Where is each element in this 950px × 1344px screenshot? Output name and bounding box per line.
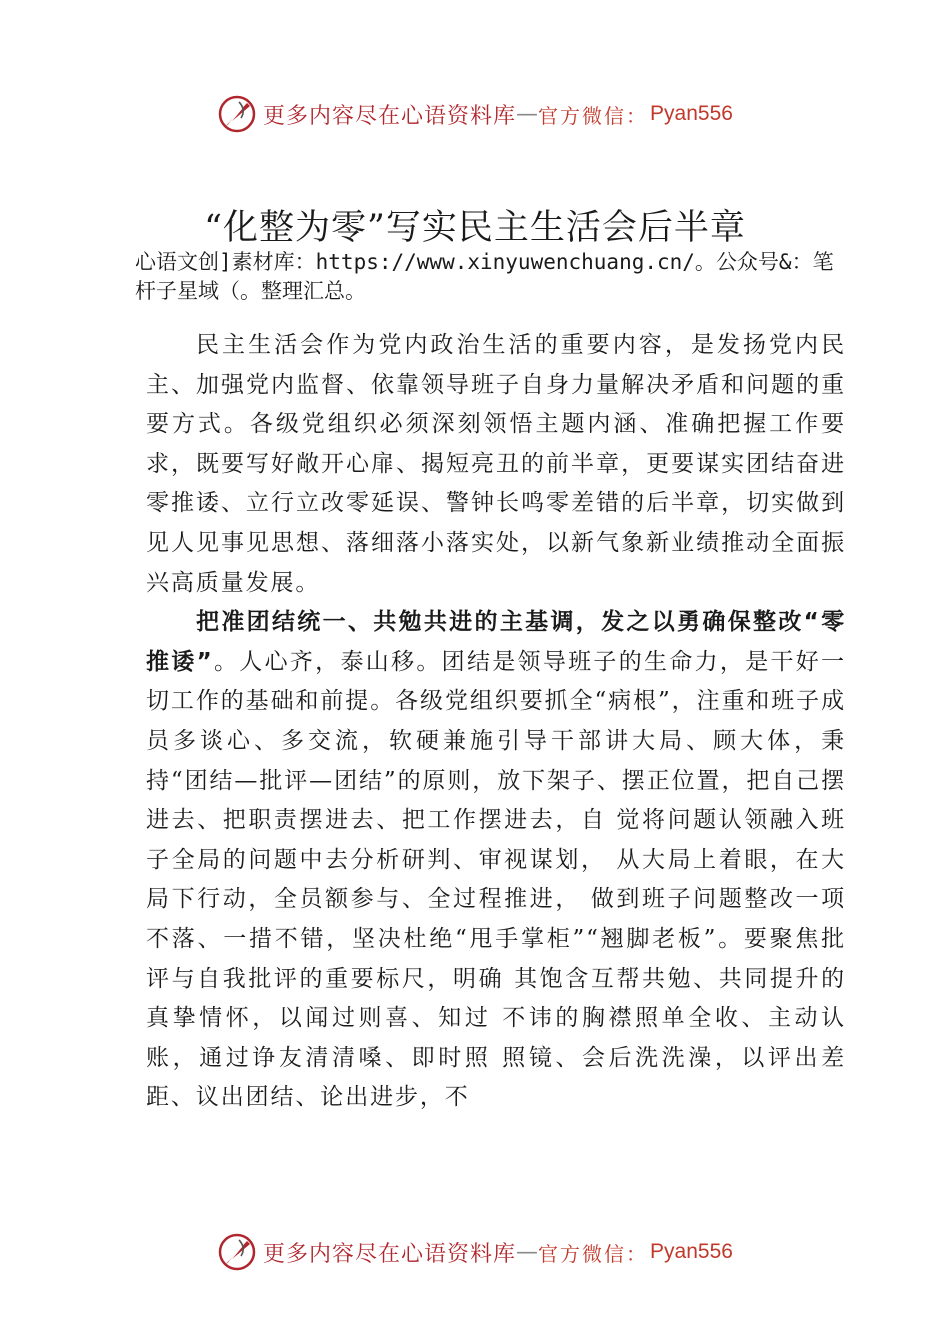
section-body: 。人心齐，泰山移。团结是领导班子的生命力，是干好一切工作的基础和前提。各级党组织要抓全“病根”，注重和班子成员多谈心、多交流，软硬兼施引导干部讲大局、顾大体，秉持“团结—批评—团结”的原则，放下架子、摆正位置，把自己摆进去、把职责摆进去、把工作摆进去，自 觉将问题认领融入班子全局的问题中去分析研判、审视谋划， 从大局上着眼，在大局下行动，全员额参与、全过程推进， 做到班子问题整改一项不落、一措不错，坚决杜绝“甩手掌柜”“翘脚老板”。要聚焦批评与自我批评的重要标尺，明确 其饱含互帮共勉、共同提升的真挚情怀，以闻过则喜、知过 不讳的胸襟照单全收、主动认账，通过诤友清清嗓、即时照 照镜、会后洗洗澡，以评出差距、议出团结、论出进步，不 [146,648,846,1111]
banner-wechat-label: 官方微信 [538,1241,627,1266]
header-banner [0,92,950,136]
document-title: “化整为零”写实民主生活会后半章 [204,208,746,248]
banner-wechat-id: Pyan556 [650,1240,733,1263]
banner-separator: — [516,1239,539,1265]
banner-separator: — [516,101,539,127]
banner-wechat-id: Pyan556 [650,102,733,125]
banner-text: 更多内容尽在心语资料库 [263,103,517,129]
paragraph-section-one [146,603,846,1118]
section-heading: 把准团结统一、共勉共进的主基调，发之以勇确保整改“零推诿” [146,609,846,675]
banner-colon: ： [626,103,647,128]
footer-banner [0,1230,950,1274]
quill-pen-logo-icon [217,94,257,134]
quill-pen-logo-icon [217,1232,257,1272]
paragraph-intro: 民主生活会作为党内政治生活的重要内容，是发扬党内民主、加强党内监督、依靠领导班子自身力量解决矛盾和问题的重要方式。各级党组织必须深刻领悟主题内涵、准确把握工作要求，既要写好敞开心扉、揭短亮丑的前半章，更要谋实团结奋进零推诿、立行立改零延误、警钟长鸣零差错的后半章，切实做到见人见事见思想、落细落小落实处，以新气象新业绩推动全面振兴高质量发展。 [146,332,846,596]
source-line: 心语文创]素材库：https://www.xinyuwenchuang.cn/。公众号&：笔杆子星域（。整理汇总。 [135,250,834,303]
banner-wechat-label: 官方微信 [538,103,627,128]
document-body [146,326,846,1118]
banner-colon: ： [626,1241,647,1266]
banner-text: 更多内容尽在心语资料库 [263,1241,517,1267]
